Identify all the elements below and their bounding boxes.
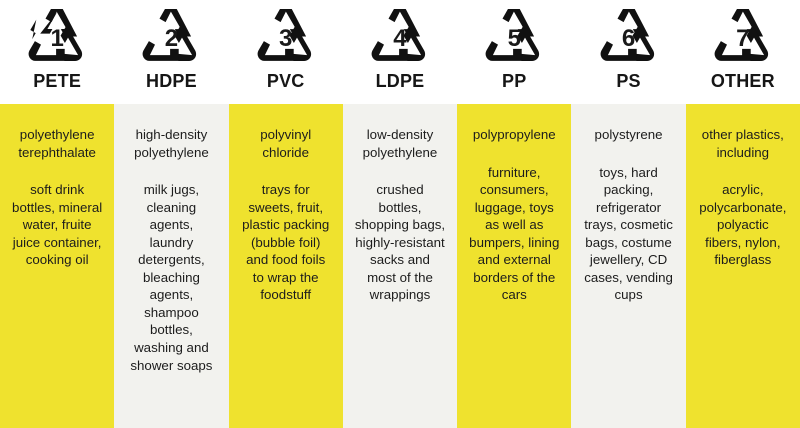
- polymer-uses: trays for sweets, fruit, plastic packing (bubble foil) and food foils to wrap the foodstuff: [242, 182, 330, 303]
- resin-number: 4: [393, 25, 407, 52]
- column-body-pvc: [229, 104, 343, 428]
- recycling-triangle-icon: [255, 9, 317, 65]
- column-header-other: [686, 0, 800, 104]
- recycling-triangle-icon: [369, 9, 431, 65]
- column-body-ps: [571, 104, 685, 428]
- resin-number: 5: [507, 25, 521, 52]
- column-header-pete: [0, 0, 114, 104]
- polymer-name: other plastics, including: [701, 127, 784, 160]
- polymer-uses: toys, hard packing, refrigerator trays, cosmetic bags, costume jewellery, CD cases, vending cups: [584, 164, 673, 303]
- column-pvc: [229, 0, 343, 428]
- column-body-pp: [457, 104, 571, 428]
- recycling-triangle-icon: [598, 9, 660, 65]
- polymer-uses: acrylic, polycarbonate, polyactic fibers, nylon, fiberglass: [699, 182, 787, 268]
- column-body-ldpe: [343, 104, 457, 428]
- resin-number: 2: [164, 25, 179, 52]
- recycling-triangle-icon: [26, 9, 88, 65]
- column-header-pvc: [229, 0, 343, 104]
- resin-abbreviation: PS: [616, 71, 641, 91]
- column-header-pp: [457, 0, 571, 104]
- polymer-uses: crushed bottles, shopping bags, highly-resistant sacks and most of the wrappings: [354, 182, 446, 303]
- column-pp: [457, 0, 571, 428]
- column-header-ps: [571, 0, 685, 104]
- column-pete: [0, 0, 114, 428]
- resin-number: 1: [50, 25, 64, 52]
- resin-abbreviation: HDPE: [146, 71, 197, 91]
- polymer-name: polyvinyl chloride: [260, 127, 312, 160]
- polymer-name: polypropylene: [472, 127, 556, 142]
- resin-number: 3: [279, 25, 293, 52]
- polymer-name: polystyrene: [594, 127, 663, 142]
- polymer-uses: soft drink bottles, mineral water, fruite juice container, cooking oil: [12, 182, 103, 268]
- resin-abbreviation: OTHER: [710, 71, 775, 91]
- resin-number: 6: [621, 25, 636, 52]
- column-header-ldpe: [343, 0, 457, 104]
- column-header-hdpe: [114, 0, 228, 104]
- polymer-uses: milk jugs, cleaning agents, laundry detergents, bleaching agents, shampoo bottles, washing and shower soaps: [130, 182, 213, 373]
- recycling-triangle-icon: [483, 9, 545, 65]
- column-hdpe: [114, 0, 228, 428]
- recycling-triangle-icon: [712, 9, 774, 65]
- resin-abbreviation: PVC: [266, 71, 305, 91]
- column-body-pete: [0, 104, 114, 428]
- column-body-hdpe: [114, 104, 228, 428]
- resin-abbreviation: PETE: [33, 71, 82, 91]
- recycling-triangle-icon: [140, 9, 202, 65]
- polymer-name: low-density polyethylene: [362, 127, 438, 160]
- resin-number: 7: [736, 25, 750, 52]
- column-other: [686, 0, 800, 428]
- polymer-name: polyethylene terephthalate: [18, 127, 96, 160]
- polymer-uses: furniture, consumers, luggage, toys as well as bumpers, lining and external borders of the cars: [469, 164, 560, 303]
- column-body-other: [686, 104, 800, 428]
- resin-abbreviation: LDPE: [375, 71, 425, 91]
- polymer-name: high-density polyethylene: [134, 127, 209, 160]
- column-ldpe: [343, 0, 457, 428]
- column-ps: [571, 0, 685, 428]
- resin-abbreviation: PP: [502, 71, 527, 91]
